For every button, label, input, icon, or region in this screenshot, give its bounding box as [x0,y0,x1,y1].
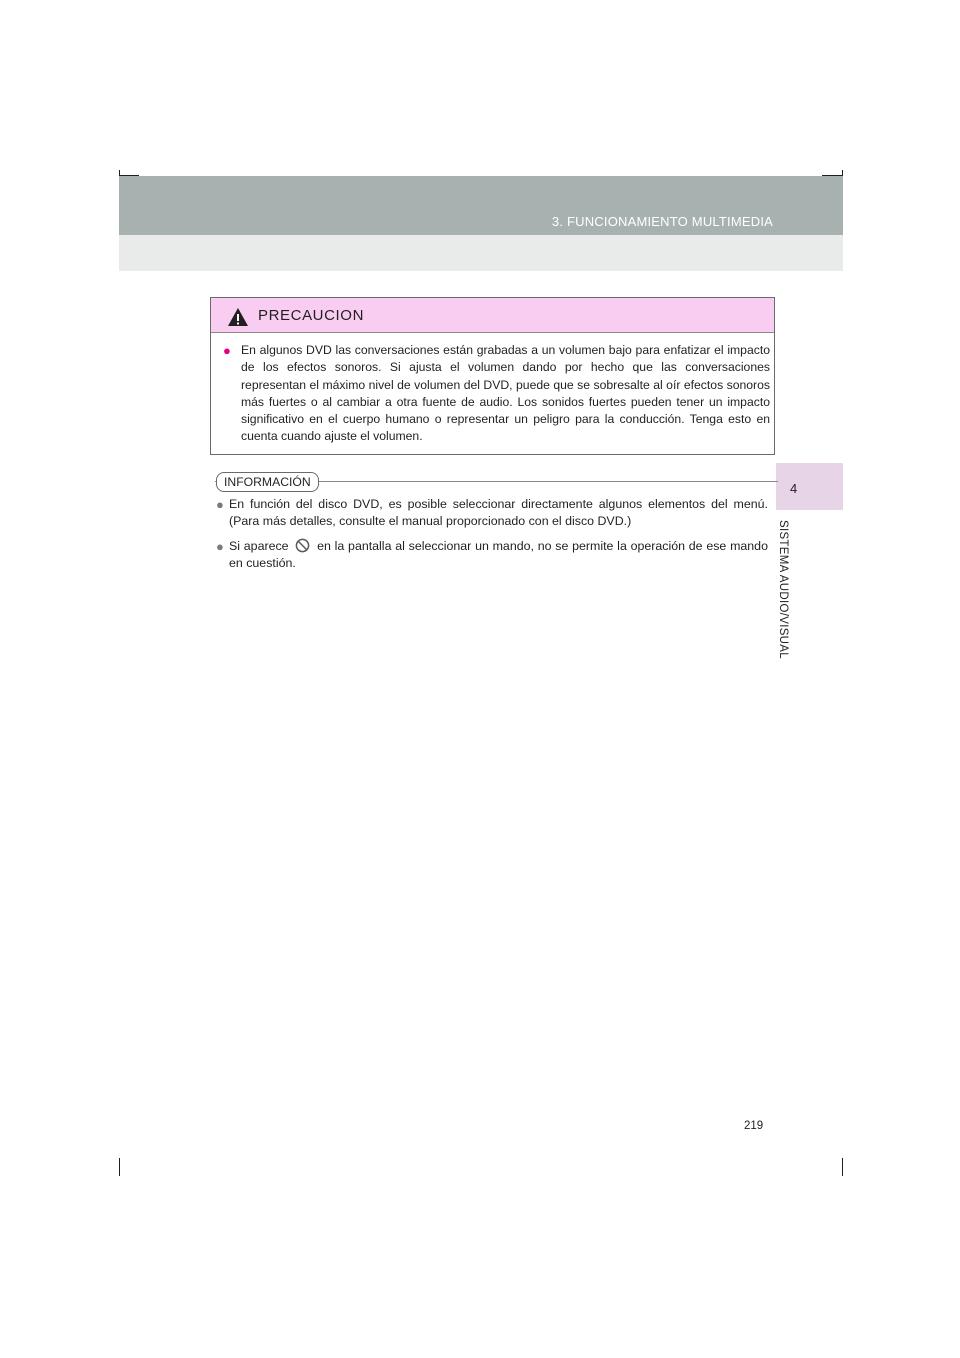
caution-item [211,333,774,446]
info-item-text-after: en la pantalla al seleccionar un mando, no se permite la operación de ese mando en cuestión. [229,538,768,571]
no-entry-icon [295,538,310,553]
chapter-side-label [777,520,808,680]
bullet-icon: ● [216,497,224,512]
chapter-number: 4 [790,481,798,496]
page-number: 219 [744,1120,764,1132]
section-subheader-band [119,235,843,271]
info-item [216,538,768,573]
info-list [216,496,768,580]
info-item-text-before: Si aparece [229,538,289,553]
warning-triangle-icon [227,307,249,327]
caution-header [211,298,774,333]
bullet-icon: ● [216,538,224,554]
section-header [119,176,843,235]
bullet-icon: ● [223,343,231,358]
info-tag: INFORMACIÓN [216,472,319,492]
section-title: 3. FUNCIONAMIENTO MULTIMEDIA [551,214,773,229]
chapter-label: SISTEMA AUDIO/VISUAL [777,520,789,659]
caution-box [210,297,775,455]
caution-title: PRECAUCION [258,307,365,324]
caution-item-text: En algunos DVD las conversaciones están grabadas a un volumen bajo para enfatizar el impacto de los efectos sonoros. Si ajusta el volumen dando por hecho que las conversaciones representan el máximo nivel de volumen del DVD, puede que se sobresalte al oír efectos sonoros más fuertes o al cambiar a otra fuente de audio. Los sonidos fuertes pueden tener un impacto significativo en el cuerpo humano o representar un peligro para la conducción. Tenga esto en cuenta cuando ajuste el volumen. [241,343,770,444]
chapter-tab [776,463,843,510]
crop-mark-bottom-left-v [119,1158,120,1176]
info-item [216,496,768,531]
info-item-text: En función del disco DVD, es posible seleccionar directamente algunos elementos del menú. (Para más detalles, consulte el manual proporcionado con el disco DVD.) [229,497,768,529]
crop-mark-bottom-right-v [842,1158,843,1176]
